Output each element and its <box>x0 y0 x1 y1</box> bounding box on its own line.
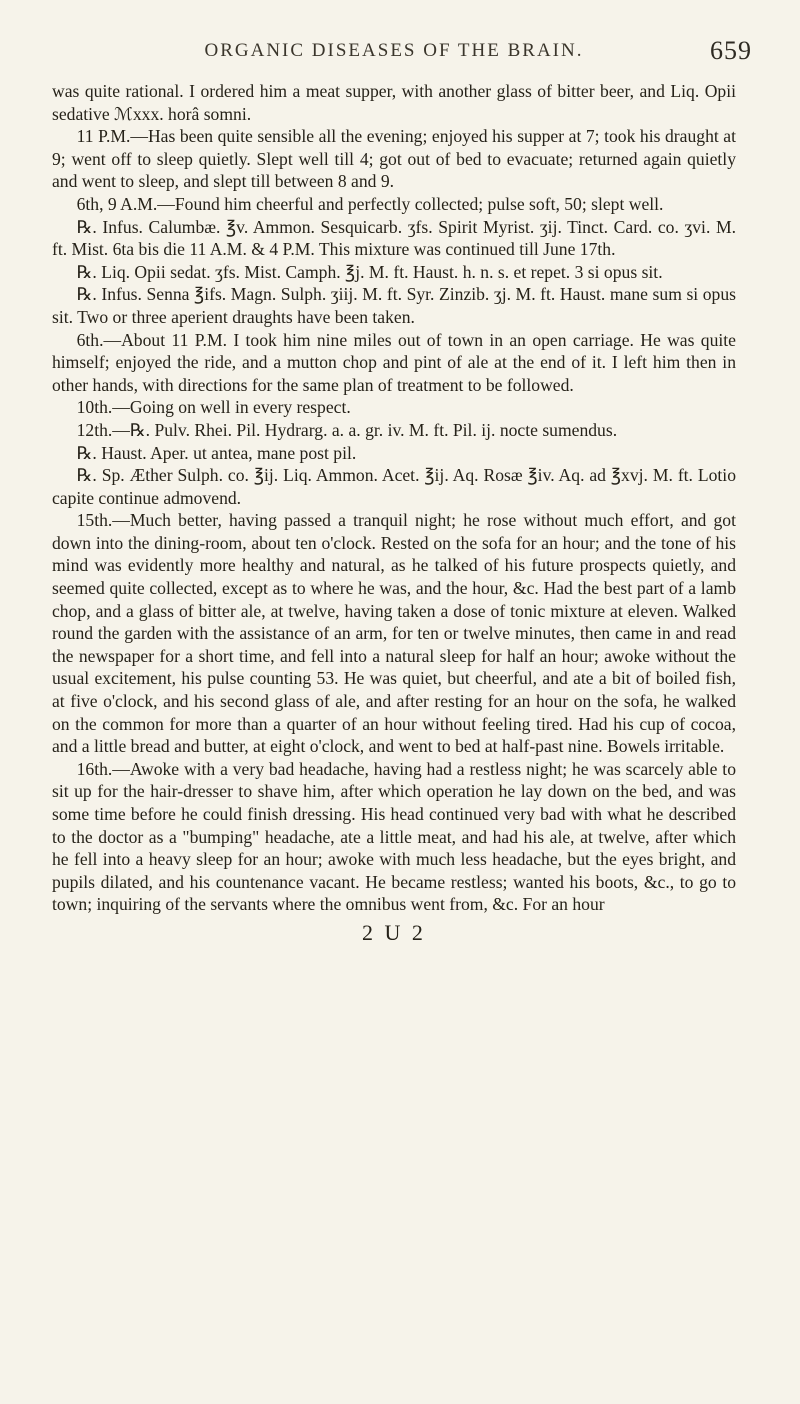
prescription-infus-senna: ℞. Infus. Senna ℥ifs. Magn. Sulph. ʒiij. M. ft. Syr. Zinzib. ʒj. M. ft. Haust. mane sum si opus sit. Two or three aperient draughts have been taken. <box>52 284 736 327</box>
paragraph-11pm: 11 P.M.—Has been quite sensible all the evening; enjoyed his supper at 7; took his draught at 9; went off to sleep quietly. Slept well till 4; got out of bed to evacuate; returned again quietly and went to sleep, and slept till between 8 and 9. <box>52 126 736 192</box>
prescription-infus-calumbae: ℞. Infus. Calumbæ. ℥v. Ammon. Sesquicarb. ʒfs. Spirit Myrist. ʒij. Tinct. Card. co. ʒvi. M. ft. Mist. 6ta bis die 11 A.M. & 4 P.M. This mixture was continued till June 17th. <box>52 216 736 260</box>
prescription-haust-aper: ℞. Haust. Aper. ut antea, mane post pil. <box>76 442 357 463</box>
paragraph-15th: 15th.—Much better, having passed a tranquil night; he rose without much effort, and got down into the dining-room, about ten o'clock. Rested on the sofa for an hour; and the tone of his mind was evidently more healthy and natural, as he talked of his future prospects quietly, and seemed quite collected, except as to where he was, and the hour, &c. Had the best part of a lamb chop, and a glass of bitter ale, at twelve, having taken a dose of tonic mixture at eleven. Walked round the garden with the assistance of an arm, for ten or twelve minutes, then came in and read the newspaper for a short time, and fell into a natural sleep for half an hour; awoke without the usual excitement, his pulse counting 53. He was quiet, but cheerful, and ate a bit of boiled fish, at five o'clock, and his second glass of ale, and after resting for an hour on the sofa, he walked on the common for more than a quarter of an hour without feeling tired. Had his cup of cocoa, and a little bread and butter, at eight o'clock, and went to bed at half-past nine. Bowels irritable. <box>52 510 736 757</box>
prescription-liq-opii: ℞. Liq. Opii sedat. ʒfs. Mist. Camph. ℥j. M. ft. Haust. h. n. s. et repet. 3 si opus sit. <box>76 261 663 282</box>
signature-mark: 2 U 2 <box>362 919 426 945</box>
running-title: ORGANIC DISEASES OF THE BRAIN. <box>204 40 584 61</box>
paragraph-6th-9am: 6th, 9 A.M.—Found him cheerful and perfectly collected; pulse soft, 50; slept well. <box>76 193 664 214</box>
prescription-sp-aether: ℞. Sp. Æther Sulph. co. ℥ij. Liq. Ammon. Acet. ℥ij. Aq. Rosæ ℥iv. Aq. ad ℥xvj. M. ft. Lotio capite continue admovend. <box>52 465 736 508</box>
page-header <box>52 0 752 80</box>
paragraph-10th: 10th.—Going on well in every respect. <box>76 397 351 418</box>
paragraph-16th: 16th.—Awoke with a very bad headache, having had a restless night; he was scarcely able to sit up for the hair-dresser to shave him, after which operation he lay down on the bed, and was some time before he could finish dressing. His head continued very bad with what he described to the doctor as a "bumping" headache, ate a little meat, and had his ale, at twelve, after which he fell into a heavy sleep for an hour; awoke with much less headache, but the eyes bright, and pupils dilated, and his countenance vacant. He became restless; wanted his boots, &c., to go to town; inquiring of the servants where the omnibus went from, &c. For an hour <box>52 758 736 915</box>
paragraph-6th-11pm: 6th.—About 11 P.M. I took him nine miles out of town in an open carriage. He was quite himself; enjoyed the ride, and a mutton chop and pint of ale at the end of it. I left him then in other hands, with directions for the same plan of treatment to be followed. <box>52 329 736 395</box>
page-number: 659 <box>710 36 752 65</box>
paragraph-continuation: was quite rational. I ordered him a meat supper, with another glass of bitter beer, and Liq. Opii sedative ℳxxx. horâ somni. <box>52 81 736 124</box>
paragraph-12th: 12th.—℞. Pulv. Rhei. Pil. Hydrarg. a. a. gr. iv. M. ft. Pil. ij. nocte sumendus. <box>76 419 618 440</box>
body-text <box>52 80 736 945</box>
